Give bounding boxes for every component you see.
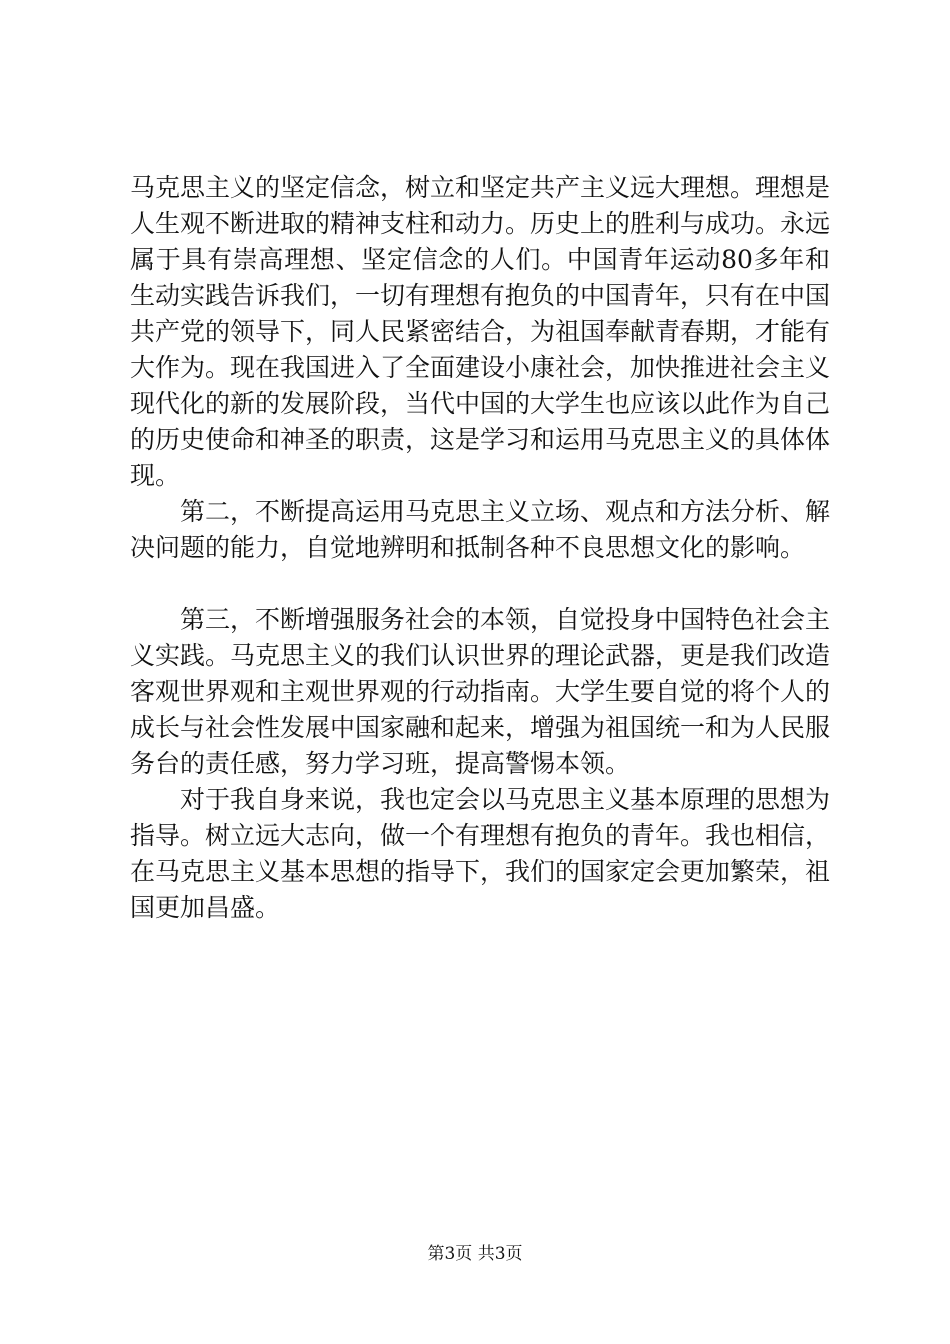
document-body bbox=[130, 170, 830, 926]
paragraph-second-point: 第二，不断提高运用马克思主义立场、观点和方法分析、解决问题的能力，自觉地辨明和抵制各种不良思想文化的影响。 bbox=[130, 497, 831, 562]
paragraph-conclusion: 对于我自身来说，我也定会以马克思主义基本原理的思想为指导。树立远大志向，做一个有理想有抱负的青年。我也相信，在马克思主义基本思想的指导下，我们的国家定会更加繁荣，祖国更加昌盛。 bbox=[130, 785, 831, 922]
page-footer: 第3页 共3页 bbox=[427, 1244, 523, 1264]
paragraph-third-point: 第三，不断增强服务社会的本领，自觉投身中国特色社会主义实践。马克思主义的我们认识世界的理论武器，更是我们改造客观世界观和主观世界观的行动指南。大学生要自觉的将个人的成长与社会性发展中国家融和起来，增强为祖国统一和为人民服务台的责任感，努力学习班，提高警惕本领。 bbox=[130, 605, 831, 778]
paragraph-continuation: 马克思主义的坚定信念，树立和坚定共产主义远大理想。理想是人生观不断进取的精神支柱和动力。历史上的胜利与成功。永远属于具有崇高理想、坚定信念的人们。中国青年运动80多年和生动实践告诉我们，一切有理想有抱负的中国青年，只有在中国共产党的领导下，同人民紧密结合，为祖国奉献青春期，才能有大作为。现在我国进入了全面建设小康社会，加快推进社会主义现代化的新的发展阶段，当代中国的大学生也应该以此作为自己的历史使命和神圣的职责，这是学习和运用马克思主义的具体体现。 bbox=[130, 173, 831, 490]
